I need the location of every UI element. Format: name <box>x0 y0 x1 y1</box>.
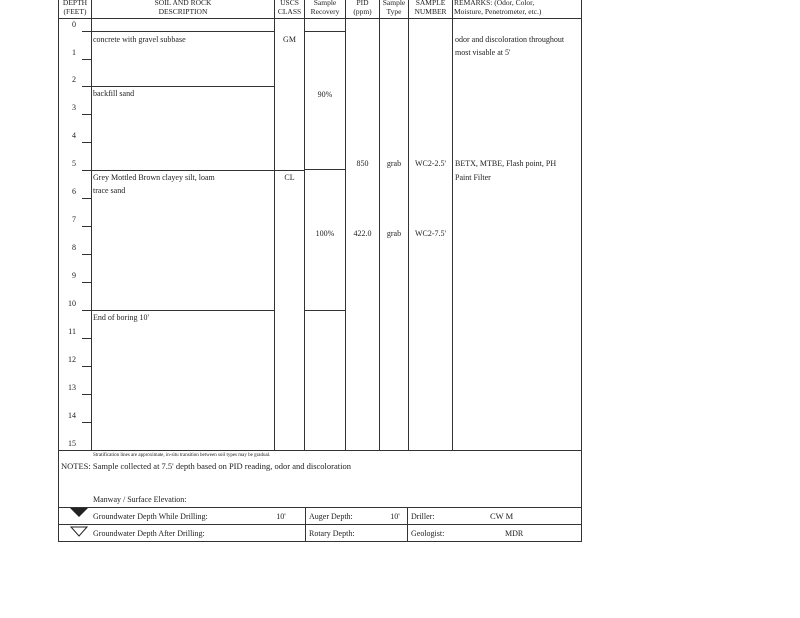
depth-tick <box>82 114 91 115</box>
footer-divider <box>407 507 408 541</box>
description-header-line1: SOIL AND ROCK <box>154 0 212 7</box>
type-header-line2: Type <box>386 7 402 16</box>
depth-label: 11 <box>68 327 76 336</box>
pid-header <box>346 0 379 16</box>
depth-tick <box>82 338 91 339</box>
sample-recovery: 100% <box>315 229 335 238</box>
depth-label: 6 <box>72 187 76 196</box>
notes: NOTES: Sample collected at 7.5' depth based on PID reading, odor and discoloration <box>61 461 351 471</box>
soil-description: trace sand <box>93 186 126 195</box>
type-header-line1: Sample <box>382 0 406 7</box>
sample-remark: Paint Filter <box>455 173 491 182</box>
description-header <box>92 0 274 16</box>
depth-label: 5 <box>72 159 76 168</box>
stratum-line <box>91 86 275 87</box>
depth-header-line1: DEPTH <box>62 0 88 7</box>
recovery-interval-line <box>304 169 345 170</box>
remarks-header-line1: REMARKS: (Odor, Color, <box>454 0 535 7</box>
stratum-line <box>91 310 275 311</box>
geologist-label: Geologist: <box>411 529 445 538</box>
gw-after-label: Groundwater Depth After Drilling: <box>93 529 205 538</box>
uscs-column-line <box>304 0 305 450</box>
sample-remark: BETX, MTBE, Flash point, PH <box>455 159 557 168</box>
depth-label: 9 <box>72 271 76 280</box>
table-bottom <box>58 450 582 451</box>
depth-tick <box>82 170 91 171</box>
pid-header-line1: PID <box>356 0 369 7</box>
remarks-header-line2: Moisture, Penetrometer, etc.) <box>454 7 542 16</box>
depth-label: 4 <box>72 131 76 140</box>
depth-tick <box>82 198 91 199</box>
depth-tick <box>82 31 91 32</box>
sample-recovery: 90% <box>317 90 333 99</box>
remarks-text: odor and discoloration throughout <box>455 35 565 44</box>
depth-tick <box>82 59 91 60</box>
depth-label: 8 <box>72 243 76 252</box>
right-border <box>581 0 582 541</box>
footer-line <box>58 524 582 525</box>
depth-tick <box>82 366 91 367</box>
driller-label: Driller: <box>411 512 435 521</box>
description-column-line <box>274 0 275 450</box>
recovery-header <box>305 0 345 16</box>
groundwater-after-icon <box>70 526 88 537</box>
sample-number: WC2-2.5' <box>415 159 446 168</box>
depth-tick <box>82 394 91 395</box>
pid-header-line2: (ppm) <box>353 7 372 16</box>
depth-label: 13 <box>68 383 76 392</box>
depth-label: 1 <box>72 48 76 57</box>
depth-label: 10 <box>68 299 76 308</box>
gw-while-label: Groundwater Depth While Drilling: <box>93 512 208 521</box>
auger-label: Auger Depth: <box>309 512 353 521</box>
sample-number-header-line1: SAMPLE <box>415 0 446 7</box>
depth-column-line <box>91 0 92 450</box>
type-header <box>380 0 408 16</box>
recovery-header-line2: Recovery <box>310 7 340 16</box>
recovery-interval-line <box>304 31 345 32</box>
depth-tick <box>82 282 91 283</box>
recovery-column-line <box>345 0 346 450</box>
footer-divider <box>305 507 306 541</box>
stratum-line <box>91 31 275 32</box>
soil-description: End of boring 10' <box>93 313 149 322</box>
depth-tick <box>82 254 91 255</box>
depth-tick <box>82 310 91 311</box>
driller-value: CW M <box>490 511 514 521</box>
depth-tick <box>82 86 91 87</box>
depth-header-line2: (FEET) <box>63 7 87 16</box>
gw-while-value: 10' <box>276 512 286 521</box>
uscs-header <box>275 0 304 16</box>
footer-line <box>58 541 582 542</box>
rotary-label: Rotary Depth: <box>309 529 355 538</box>
depth-label: 7 <box>72 215 76 224</box>
depth-tick <box>82 422 91 423</box>
description-header-line2: DESCRIPTION <box>158 7 208 16</box>
header-divider <box>58 18 582 19</box>
sample-type: grab <box>386 159 402 168</box>
remarks-text: most visable at 5' <box>455 48 511 57</box>
stratification-footnote: Stratification lines are approximate, in-situ transition between soil types may be gradual. <box>93 453 271 458</box>
depth-tick <box>82 450 91 451</box>
depth-label: 14 <box>68 411 76 420</box>
recovery-header-line1: Sample <box>313 0 337 7</box>
pid-value: 850 <box>356 159 369 168</box>
soil-description: Grey Mottled Brown clayey silt, loam <box>93 173 215 182</box>
soil-description: concrete with gravel subbase <box>93 35 186 44</box>
depth-label: 2 <box>72 75 76 84</box>
recovery-interval-line <box>304 310 345 311</box>
sample-number-column-line <box>452 0 453 450</box>
remarks-header <box>454 0 580 16</box>
type-column-line <box>408 0 409 450</box>
depth-label: 12 <box>68 355 76 364</box>
sample-number: WC2-7.5' <box>415 229 446 238</box>
depth-label: 0 <box>72 20 76 29</box>
depth-label: 15 <box>68 439 76 448</box>
footer-line <box>58 507 582 508</box>
pid-value: 422.0 <box>353 229 372 238</box>
uscs-class: CL <box>284 173 295 182</box>
uscs-header-line1: USCS <box>280 0 299 7</box>
sample-number-header <box>409 0 452 16</box>
manway-label: Manway / Surface Elevation: <box>93 495 187 504</box>
groundwater-while-icon <box>70 508 88 517</box>
depth-tick <box>82 142 91 143</box>
soil-description: backfill sand <box>93 89 135 98</box>
sample-number-header-line2: NUMBER <box>414 7 447 16</box>
auger-value: 10' <box>390 512 400 521</box>
depth-tick <box>82 226 91 227</box>
sample-type: grab <box>386 229 402 238</box>
pid-column-line <box>379 0 380 450</box>
uscs-header-line2: CLASS <box>277 7 302 16</box>
stratum-line <box>91 170 305 171</box>
left-border <box>58 0 59 541</box>
uscs-class: GM <box>283 35 296 44</box>
depth-header <box>60 0 90 16</box>
geologist-value: MDR <box>505 529 524 538</box>
depth-label: 3 <box>72 103 76 112</box>
